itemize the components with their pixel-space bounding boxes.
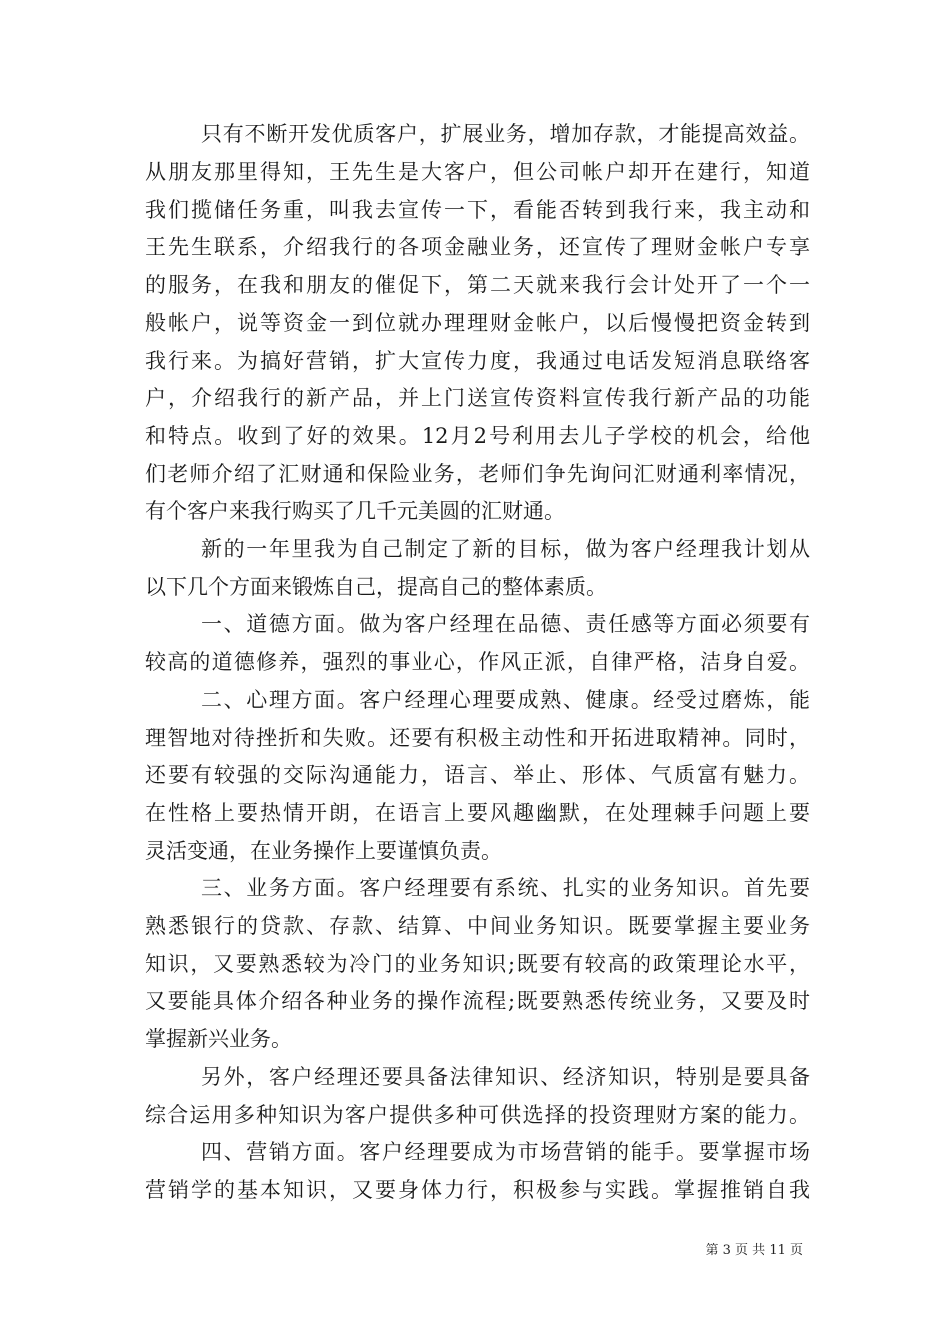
text-line: 王先生联系，介绍我行的各项金融业务，还宣传了理财金帐户专享 [145, 235, 810, 259]
text-line: 熟悉银行的贷款、存款、结算、中间业务知识。既要掌握主要业务 [145, 914, 810, 938]
text-line: 较高的道德修养，强烈的事业心，作风正派，自律严格，洁身自爱。 [145, 650, 810, 674]
text-line: 新的一年里我为自己制定了新的目标，做为客户经理我计划从 [201, 537, 810, 561]
text-line: 有个客户来我行购买了几千元美圆的汇财通。 [145, 499, 565, 523]
text-line: 户，介绍我行的新产品，并上门送宣传资料宣传我行新产品的功能 [145, 386, 810, 410]
text-line: 灵活变通，在业务操作上要谨慎负责。 [145, 839, 502, 863]
text-line: 营销学的基本知识，又要身体力行，积极参与实践。掌握推销自我 [145, 1178, 810, 1202]
text-line: 另外，客户经理还要具备法律知识、经济知识，特别是要具备 [201, 1065, 810, 1089]
text-line: 我们揽储任务重，叫我去宣传一下，看能否转到我行来，我主动和 [145, 198, 810, 222]
text-line: 综合运用多种知识为客户提供多种可供选择的投资理财方案的能力。 [145, 1103, 810, 1127]
text-line: 二、心理方面。客户经理心理要成熟、健康。经受过磨炼，能 [201, 688, 810, 712]
text-line: 四、营销方面。客户经理要成为市场营销的能手。要掌握市场 [201, 1140, 810, 1164]
text-line: 我行来。为搞好营销，扩大宣传力度，我通过电话发短消息联络客 [145, 349, 810, 373]
text-line: 的服务，在我和朋友的催促下，第二天就来我行会计处开了一个一 [145, 273, 810, 297]
text-line: 在性格上要热情开朗，在语言上要风趣幽默，在处理棘手问题上要 [145, 801, 810, 825]
text-line: 掌握新兴业务。 [145, 1027, 292, 1051]
text-line: 知识，又要熟悉较为冷门的业务知识;既要有较高的政策理论水平， [145, 952, 810, 976]
text-line: 理智地对待挫折和失败。还要有积极主动性和开拓进取精神。同时， [145, 726, 810, 750]
text-line: 般帐户，说等资金一到位就办理理财金帐户，以后慢慢把资金转到 [145, 311, 810, 335]
text-line: 又要能具体介绍各种业务的操作流程;既要熟悉传统业务，又要及时 [145, 989, 810, 1013]
text-line: 和特点。收到了好的效果。12月2号利用去儿子学校的机会，给他 [145, 424, 810, 448]
text-line: 只有不断开发优质客户，扩展业务，增加存款，才能提高效益。 [201, 122, 810, 146]
text-line: 一、道德方面。做为客户经理在品德、责任感等方面必须要有 [201, 612, 810, 636]
text-line: 还要有较强的交际沟通能力，语言、举止、形体、气质富有魅力。 [145, 763, 810, 787]
page-number: 第 3 页 共 11 页 [705, 1243, 803, 1258]
text-line: 三、业务方面。客户经理要有系统、扎实的业务知识。首先要 [201, 876, 810, 900]
text-line: 以下几个方面来锻炼自己，提高自己的整体素质。 [145, 575, 607, 599]
text-line: 从朋友那里得知，王先生是大客户，但公司帐户却开在建行，知道 [145, 160, 810, 184]
text-line: 们老师介绍了汇财通和保险业务，老师们争先询问汇财通利率情况， [145, 462, 810, 486]
